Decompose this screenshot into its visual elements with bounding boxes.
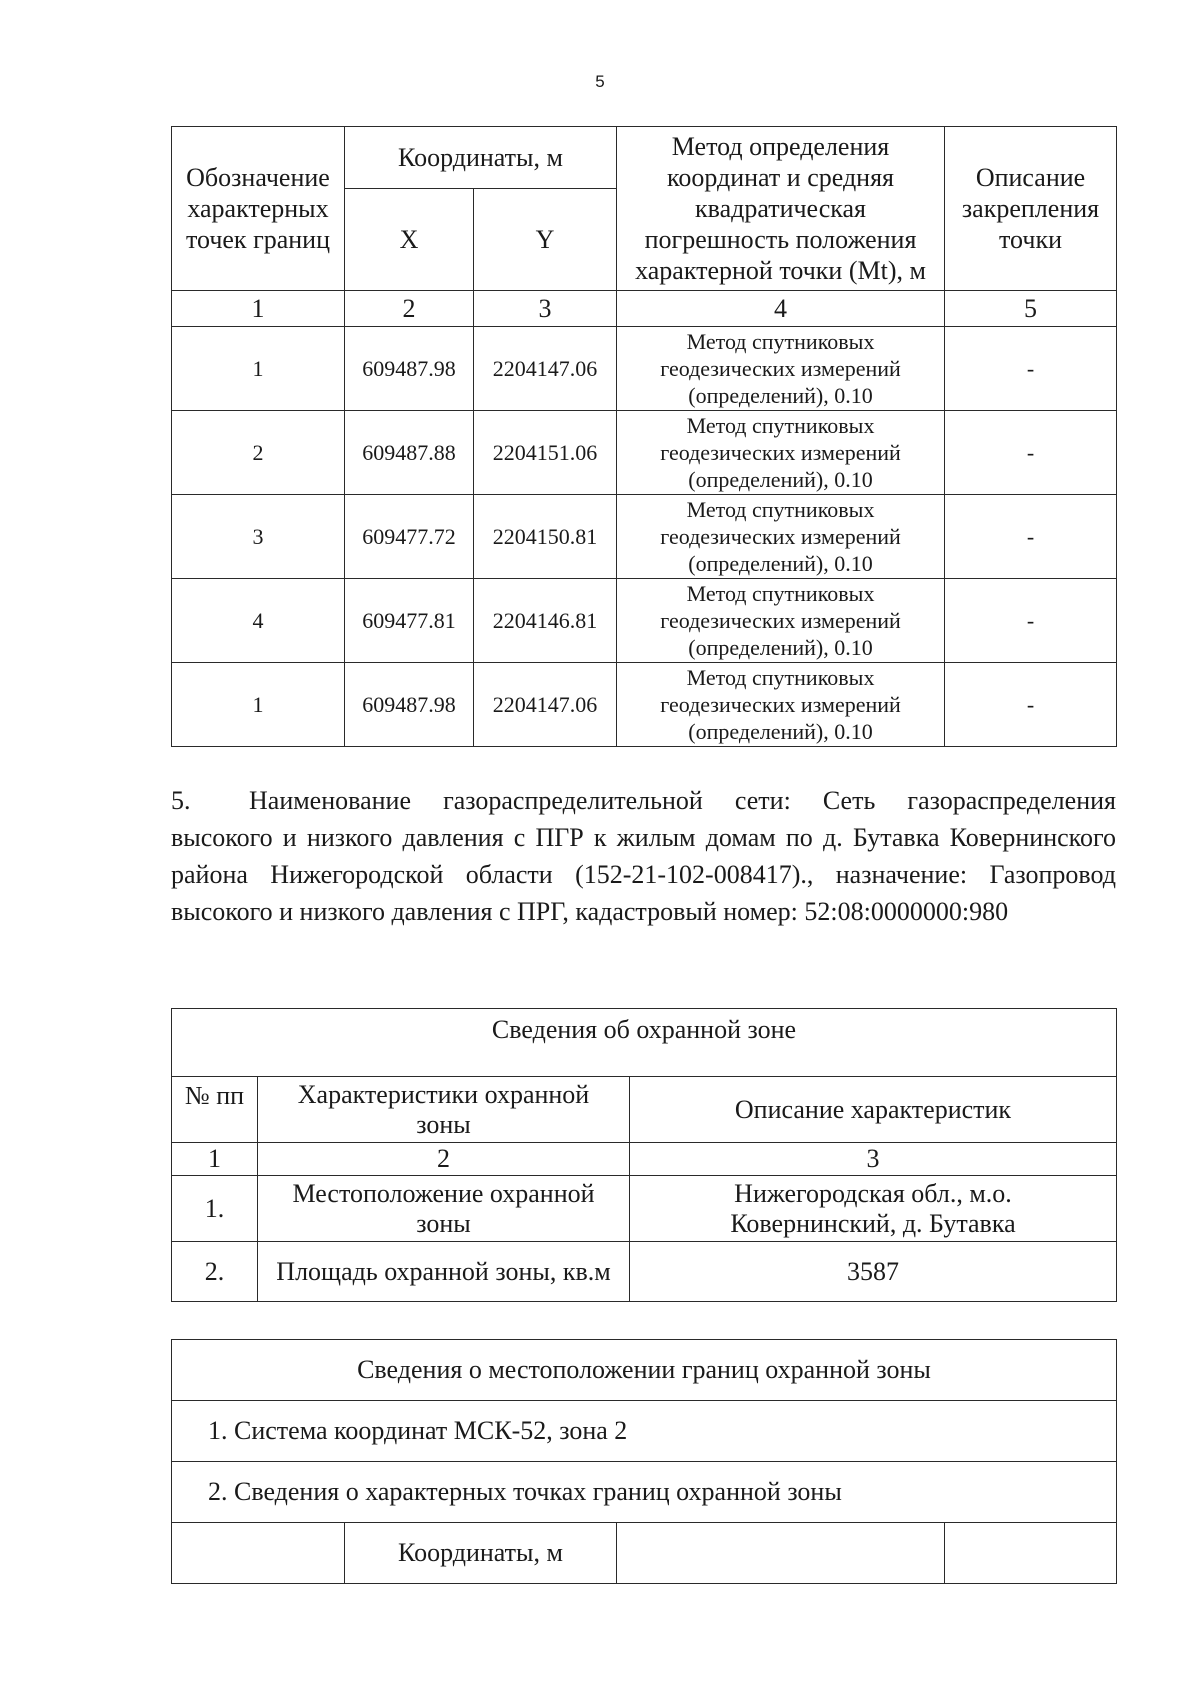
- description-cell: -: [945, 579, 1117, 663]
- header-description: Описание закрепления точки: [945, 127, 1117, 291]
- description-cell: -: [945, 327, 1117, 411]
- method-cell: Метод спутниковых геодезических измерений (определений), 0.10: [617, 579, 945, 663]
- column-number: 1: [172, 1143, 258, 1176]
- method-cell: Метод спутниковых геодезических измерений (определений), 0.10: [617, 327, 945, 411]
- table-row: [172, 579, 1117, 663]
- zone-boundaries-table: [171, 1339, 1117, 1584]
- header-num: № пп: [172, 1077, 258, 1143]
- x-cell: 609487.88: [345, 411, 474, 495]
- row-number: 2.: [172, 1242, 258, 1302]
- x-cell: 609477.81: [345, 579, 474, 663]
- header-method: Метод определения координат и средняя квадратическая погрешность положения характерной точки (Mt), м: [617, 127, 945, 291]
- y-cell: 2204146.81: [474, 579, 617, 663]
- point-cell: 2: [172, 411, 345, 495]
- boundary-points-item: 2. Сведения о характерных точках границ охранной зоны: [172, 1462, 1117, 1523]
- y-cell: 2204150.81: [474, 495, 617, 579]
- characteristic-value: Нижегородская обл., м.о. Ковернинский, д. Бутавка: [630, 1176, 1117, 1242]
- point-cell: 1: [172, 663, 345, 747]
- y-cell: 2204151.06: [474, 411, 617, 495]
- empty-cell: [172, 1523, 345, 1584]
- characteristic-name: Площадь охранной зоны, кв.м: [258, 1242, 630, 1302]
- column-number: 1: [172, 291, 345, 327]
- row-number: 1.: [172, 1176, 258, 1242]
- column-number: 4: [617, 291, 945, 327]
- x-cell: 609477.72: [345, 495, 474, 579]
- table-row: [172, 1176, 1117, 1242]
- method-cell: Метод спутниковых геодезических измерений (определений), 0.10: [617, 495, 945, 579]
- header-y: Y: [474, 189, 617, 291]
- page-number: 5: [595, 72, 605, 91]
- y-cell: 2204147.06: [474, 663, 617, 747]
- paragraph-network-name: [171, 782, 1116, 930]
- header-characteristics-description: Описание характеристик: [630, 1077, 1117, 1143]
- characteristic-value: 3587: [630, 1242, 1117, 1302]
- header-x: X: [345, 189, 474, 291]
- header-characteristics: Характеристики охранной зоны: [258, 1077, 630, 1143]
- description-cell: -: [945, 495, 1117, 579]
- empty-cell: [945, 1523, 1117, 1584]
- column-number: 3: [630, 1143, 1117, 1176]
- point-cell: 1: [172, 327, 345, 411]
- coordinates-table: [171, 126, 1117, 747]
- table-row: [172, 411, 1117, 495]
- description-cell: -: [945, 663, 1117, 747]
- paragraph-text: Наименование газораспределительной сети: Сеть газораспределения высокого и низкого давления с ПГР к жилым домам по д. Бутавка Ковернинского района Нижегородской области (152-21-102-008417)., назначение: Газопровод высокого и низкого давления с ПРГ, кадастровый номер: 52:08:0000000:980: [171, 786, 1116, 926]
- header-coordinates: Координаты, м: [345, 1523, 617, 1584]
- column-number: 5: [945, 291, 1117, 327]
- header-designation: Обозначение характерных точек границ: [172, 127, 345, 291]
- column-number: 2: [258, 1143, 630, 1176]
- description-cell: -: [945, 411, 1117, 495]
- paragraph-number: 5.: [171, 786, 191, 815]
- x-cell: 609487.98: [345, 327, 474, 411]
- protective-zone-table: [171, 1008, 1117, 1302]
- characteristic-name: Местоположение охранной зоны: [258, 1176, 630, 1242]
- bounds-table-title: Сведения о местоположении границ охранной зоны: [172, 1340, 1117, 1401]
- empty-cell: [617, 1523, 945, 1584]
- method-cell: Метод спутниковых геодезических измерений (определений), 0.10: [617, 663, 945, 747]
- x-cell: 609487.98: [345, 663, 474, 747]
- point-cell: 4: [172, 579, 345, 663]
- table-row: [172, 327, 1117, 411]
- method-cell: Метод спутниковых геодезических измерений (определений), 0.10: [617, 411, 945, 495]
- column-number: 3: [474, 291, 617, 327]
- coordinate-system-item: 1. Система координат МСК-52, зона 2: [172, 1401, 1117, 1462]
- table-row: [172, 1242, 1117, 1302]
- table-row: [172, 663, 1117, 747]
- column-number: 2: [345, 291, 474, 327]
- zone-table-title: Сведения об охранной зоне: [172, 1009, 1117, 1077]
- table-row: [172, 495, 1117, 579]
- y-cell: 2204147.06: [474, 327, 617, 411]
- header-coordinates: Координаты, м: [345, 127, 617, 189]
- point-cell: 3: [172, 495, 345, 579]
